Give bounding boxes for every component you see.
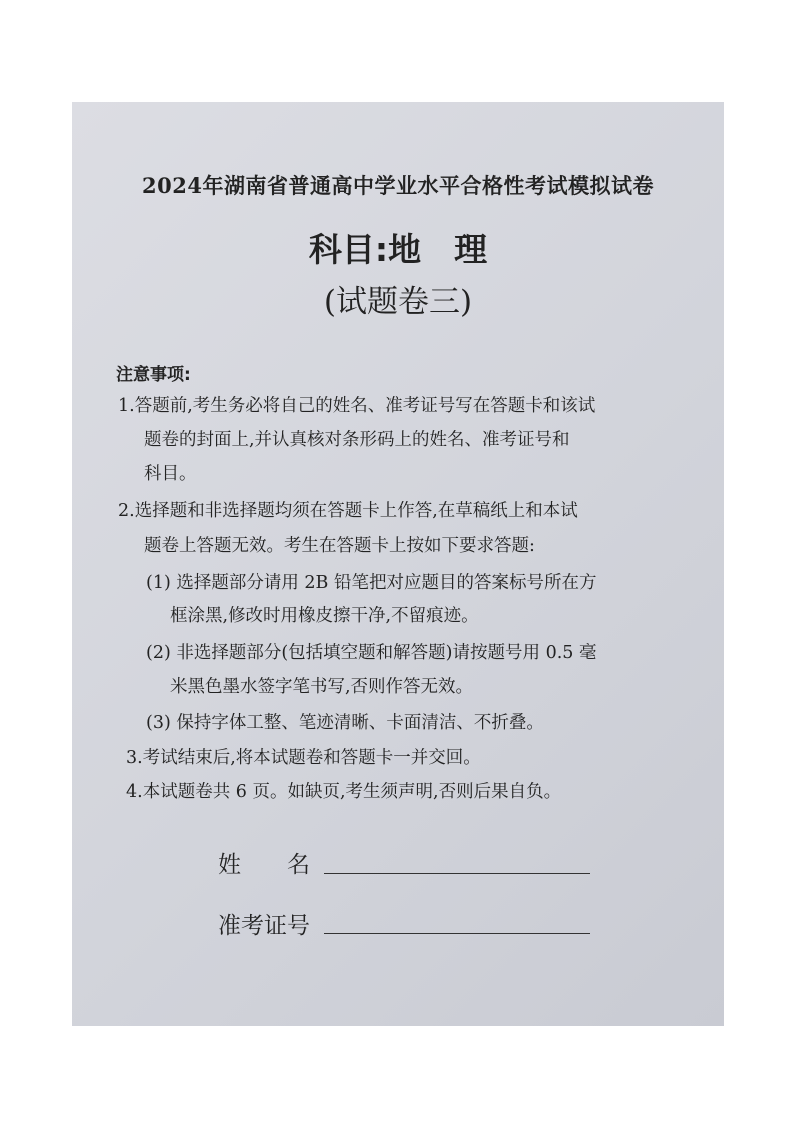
subject-title: 科目:地 理 [308,230,488,269]
notice-line: 米黑色墨水签字笔书写,否则作答无效。 [170,677,474,697]
name-field[interactable] [324,873,590,874]
notice-line: 科目。 [144,464,197,484]
volume-label: (试题卷三) [323,284,473,320]
exam-title: 2024年湖南省普通高中学业水平合格性考试模拟试卷 [142,173,654,198]
notice-line: 4.本试题卷共 6 页。如缺页,考生须声明,否则后果自负。 [126,782,562,802]
notice-line: 3.考试结束后,将本试题卷和答题卡一并交回。 [126,748,481,768]
notice-line: 1.答题前,考生务必将自己的姓名、准考证号写在答题卡和该试 [118,396,596,416]
notice-line: 题卷的封面上,并认真核对条形码上的姓名、准考证号和 [144,430,570,450]
name-label: 姓 名 [218,852,310,878]
exam-cover-sheet [72,102,724,1026]
notice-heading: 注意事项: [116,365,191,385]
exam-number-label: 准考证号 [218,913,310,939]
notice-line: (1) 选择题部分请用 2B 铅笔把对应题目的答案标号所在方 [146,573,597,593]
notice-line: 题卷上答题无效。考生在答题卡上按如下要求答题: [144,536,535,556]
exam-number-field[interactable] [324,933,590,934]
notice-line: (2) 非选择题部分(包括填空题和解答题)请按题号用 0.5 毫 [146,643,597,663]
notice-line: (3) 保持字体工整、笔迹清晰、卡面清洁、不折叠。 [146,713,544,733]
notice-line: 2.选择题和非选择题均须在答题卡上作答,在草稿纸上和本试 [118,501,578,521]
notice-line: 框涂黑,修改时用橡皮擦干净,不留痕迹。 [170,606,479,626]
